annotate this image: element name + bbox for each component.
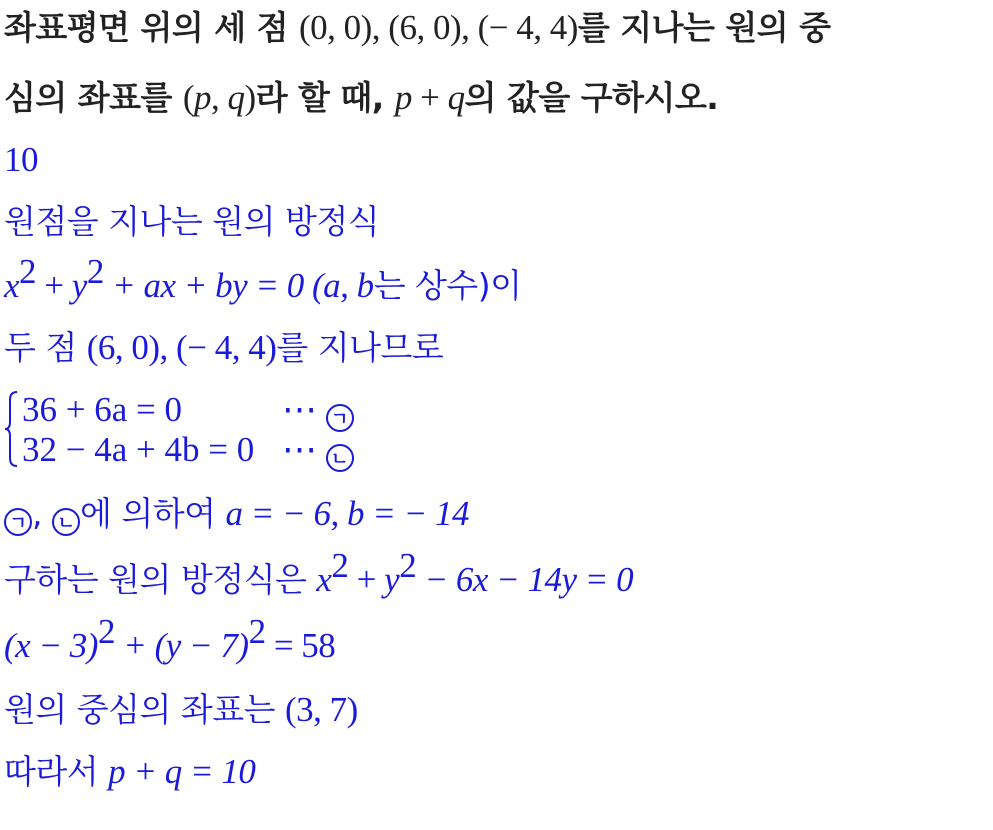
solution-line-8 xyxy=(4,752,255,793)
solution-text: 두 점 xyxy=(4,328,87,367)
solution-text: 원의 중심의 좌표는 xyxy=(4,690,285,729)
question-points: (0, 0), (6, 0), (− 4, 4) xyxy=(298,8,578,47)
plus: + xyxy=(36,266,72,305)
solution-line-4 xyxy=(4,494,469,536)
paren: ) xyxy=(244,78,256,117)
comma: , xyxy=(211,78,228,117)
question-text: 의 값을 구하시오. xyxy=(464,78,719,117)
question-text: 를 지나는 원의 중 xyxy=(577,8,831,47)
equation-rest: − 6x − 14y = 0 xyxy=(416,560,634,599)
solution-line-1 xyxy=(4,202,379,243)
circled-label-2: ㄴ xyxy=(326,444,354,472)
solution-text: 를 지나므로 xyxy=(276,328,444,367)
equation-1-text: 36 + 6a = 0 xyxy=(22,390,183,429)
circled-label-2: ㄴ xyxy=(52,508,80,536)
answer: 10 xyxy=(4,140,38,179)
term-y: + (y − 7) xyxy=(114,626,249,665)
var-q: q xyxy=(227,78,245,117)
question-line-1 xyxy=(4,8,831,49)
var-p: p xyxy=(394,78,412,117)
exponent: 2 xyxy=(19,252,37,291)
solution-line-2 xyxy=(4,252,522,307)
solution-line-3 xyxy=(4,328,443,369)
center-point: (3, 7) xyxy=(285,690,358,729)
result-values: a = − 6, b = − 14 xyxy=(225,494,469,533)
circled-label-1: ㄱ xyxy=(326,404,354,432)
equation-1 xyxy=(22,390,182,430)
solution-text: 따라서 xyxy=(4,752,109,791)
plus: + xyxy=(411,78,448,117)
term-x: (x − 3) xyxy=(4,626,98,665)
left-brace-icon xyxy=(4,390,18,468)
comma: , xyxy=(32,494,52,533)
plus: + xyxy=(348,560,385,599)
constants: (a, b xyxy=(312,266,374,305)
solution-line-6 xyxy=(4,612,336,667)
exponent: 2 xyxy=(86,252,104,291)
equation-2-text: 32 − 4a + 4b = 0 xyxy=(22,430,255,469)
ellipsis: ⋯ xyxy=(282,390,317,429)
exponent: 2 xyxy=(248,612,266,651)
solution-line-7 xyxy=(4,690,358,731)
var-x: x xyxy=(4,266,20,305)
solution-line-5 xyxy=(4,546,634,601)
final-answer: p + q = 10 xyxy=(108,752,256,791)
equation-2 xyxy=(22,430,254,470)
ellipsis: ⋯ xyxy=(282,430,317,469)
exponent: 2 xyxy=(399,546,417,585)
solution-text: 원점을 지나는 원의 방정식 xyxy=(4,202,380,241)
var-p: p xyxy=(194,78,212,117)
question-text: 라 할 때, xyxy=(255,78,395,117)
exponent: 2 xyxy=(331,546,349,585)
var-y: y xyxy=(384,560,400,599)
var-y: y xyxy=(71,266,87,305)
question-text: 좌표평면 위의 세 점 xyxy=(4,8,299,47)
solution-text: 에 의하여 xyxy=(79,494,226,533)
equation-2-label xyxy=(282,430,354,472)
solution-text: 구하는 원의 방정식은 xyxy=(4,560,317,599)
equation-1-label xyxy=(282,390,354,432)
var-x: x xyxy=(316,560,332,599)
exponent: 2 xyxy=(97,612,115,651)
var-q: q xyxy=(447,78,465,117)
question-text: 심의 좌표를 xyxy=(4,78,183,117)
solution-text: 는 상수)이 xyxy=(373,266,522,305)
question-line-2 xyxy=(4,78,718,119)
circled-label-1: ㄱ xyxy=(4,508,32,536)
equals-58: = 58 xyxy=(265,626,336,665)
points: (6, 0), (− 4, 4) xyxy=(86,328,277,367)
equation-rest: + ax + by = 0 xyxy=(103,266,313,305)
paren: ( xyxy=(182,78,195,117)
